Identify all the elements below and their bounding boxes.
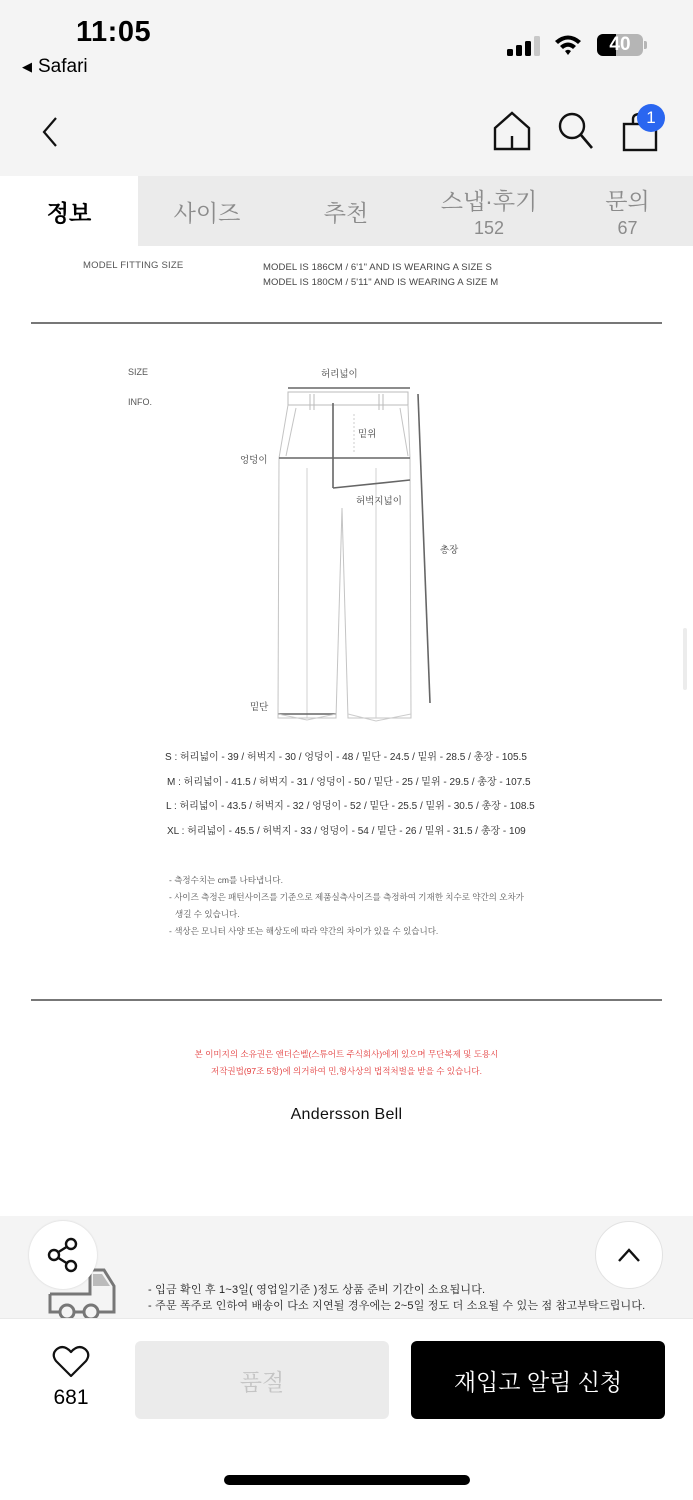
label-length: 총장	[440, 545, 459, 556]
chevron-up-icon	[596, 1222, 662, 1288]
wishlist-count: 681	[53, 1386, 89, 1409]
battery-icon	[597, 34, 643, 56]
label-rise: 밑위	[358, 429, 377, 440]
size-row-xl: XL : 허리넓이 - 45.5 / 허벅지 - 33 / 엉덩이 - 54 / 밑단 - 26 / 밑위 - 31.5 / 총장 - 109	[167, 826, 526, 837]
product-tabs	[0, 176, 693, 246]
tab-count: 152	[473, 218, 505, 238]
model-fitting-line: MODEL IS 186CM / 6'1" AND IS WEARING A SIZE S	[263, 262, 492, 273]
shipping-note: - 주문 폭주로 인하여 배송이 다소 지연될 경우에는 2~5일 정도 더 소요될 수 있는 점 참고부탁드립니다.	[148, 1300, 646, 1312]
home-indicator	[224, 1475, 470, 1485]
tab-info[interactable]	[0, 176, 138, 246]
cellular-signal-icon	[507, 36, 540, 56]
tab-size[interactable]	[138, 176, 276, 246]
page-scrollbar[interactable]	[683, 628, 687, 690]
share-button[interactable]	[29, 1221, 97, 1289]
tab-label: 사이즈	[173, 199, 241, 226]
note-line: 생길 수 있습니다.	[175, 909, 240, 919]
note-line: - 측정수치는 cm를 나타냅니다.	[169, 875, 283, 885]
wifi-icon	[553, 33, 583, 57]
pants-measurement-diagram	[230, 358, 470, 728]
wishlist-button[interactable]	[40, 1345, 102, 1410]
tab-label: 문의	[605, 188, 650, 214]
copyright-notice	[0, 1046, 693, 1080]
chevron-left-icon[interactable]	[36, 112, 66, 152]
tab-snap-review[interactable]	[416, 176, 562, 246]
size-row-l: L : 허리넓이 - 43.5 / 허벅지 - 32 / 엉덩이 - 52 / 밑단 - 25.5 / 밑위 - 30.5 / 총장 - 108.5	[166, 801, 535, 812]
cart-count-badge: 1	[637, 104, 665, 132]
share-icon	[29, 1221, 97, 1289]
tab-label: 정보	[46, 199, 92, 226]
product-detail-image	[0, 246, 693, 1216]
shipping-notes	[148, 1282, 645, 1314]
scroll-to-top-button[interactable]	[595, 1221, 663, 1289]
restock-alert-button[interactable]: 재입고 알림 신청	[411, 1341, 665, 1419]
back-triangle-icon: ◀	[22, 59, 32, 74]
copyright-line: 저작권법(97조 5항)에 의거하여 민,형사상의 법적처벌을 받을 수 있습니다.	[210, 1066, 482, 1076]
back-app-label: Safari	[38, 56, 88, 77]
section-divider	[31, 322, 662, 324]
bottom-action-bar	[0, 1318, 693, 1500]
search-icon[interactable]	[555, 110, 597, 152]
label-hem: 밑단	[250, 702, 269, 713]
pants-illustration	[230, 358, 470, 728]
battery-nub	[644, 41, 647, 49]
model-fitting-line: MODEL IS 180CM / 5'11" AND IS WEARING A SIZE M	[263, 277, 499, 288]
size-info-label: INFO.	[128, 397, 152, 407]
clock: 11:05	[76, 16, 152, 48]
sold-out-button: 품절	[135, 1341, 389, 1419]
label-thigh: 허벅지넓이	[356, 496, 402, 507]
tab-inquiry[interactable]	[562, 176, 693, 246]
heart-icon	[52, 1345, 90, 1379]
model-fitting-info	[263, 260, 498, 290]
size-info-label: SIZE	[128, 367, 149, 377]
tab-count: 67	[617, 218, 638, 238]
model-fitting-label: MODEL FITTING SIZE	[83, 260, 184, 271]
tab-label: 스냅·후기	[440, 188, 538, 214]
label-hip: 엉덩이	[240, 455, 268, 466]
size-row-m: M : 허리넓이 - 41.5 / 허벅지 - 31 / 엉덩이 - 50 / 밑단 - 25 / 밑위 - 29.5 / 총장 - 107.5	[167, 777, 531, 788]
note-line: - 사이즈 측정은 패턴사이즈를 기준으로 제품실측사이즈를 측정하여 기재한 치수로 약간의 오차가	[169, 892, 524, 902]
top-nav	[0, 92, 693, 176]
shipping-info	[0, 1216, 693, 1318]
status-bar	[0, 0, 693, 92]
home-icon[interactable]	[491, 110, 533, 152]
label-waist: 허리넓이	[321, 369, 358, 380]
measurement-notes	[169, 872, 524, 940]
note-line: - 색상은 모니터 사양 또는 해상도에 따라 약간의 차이가 있을 수 있습니다.	[169, 926, 439, 936]
brand-name: Andersson Bell	[290, 1106, 403, 1123]
battery-level: 40	[609, 34, 631, 55]
section-divider	[31, 999, 662, 1001]
tab-label: 추천	[323, 199, 369, 226]
size-row-s: S : 허리넓이 - 39 / 허벅지 - 30 / 엉덩이 - 48 / 밑단 - 24.5 / 밑위 - 28.5 / 총장 - 105.5	[165, 752, 527, 763]
copyright-line: 본 이미지의 소유권은 앤더슨벨(스튜어트 주식회사)에게 있으며 무단복제 및 도용시	[194, 1049, 499, 1059]
shipping-note: - 입금 확인 후 1~3일( 영업일기준 )정도 상품 준비 기간이 소요됩니다.	[148, 1284, 486, 1296]
back-to-safari[interactable]	[22, 56, 88, 78]
tab-recommend[interactable]	[276, 176, 416, 246]
